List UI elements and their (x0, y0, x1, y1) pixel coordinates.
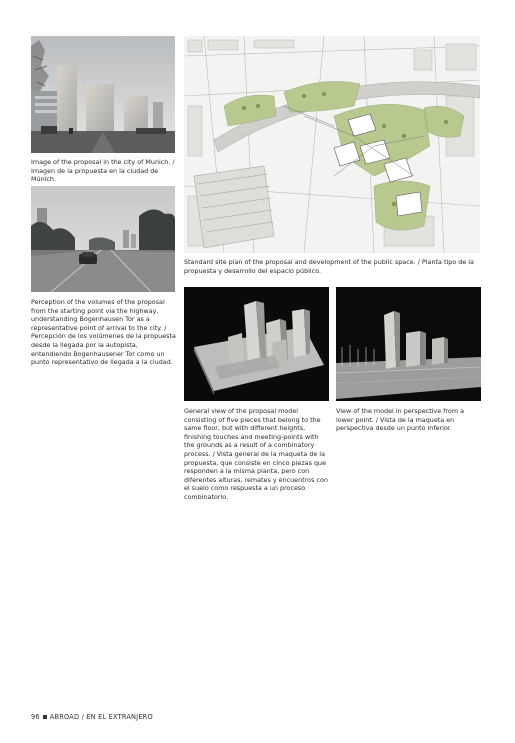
site-plan-image (184, 36, 480, 253)
page-number: 96 (31, 713, 40, 721)
highway-view-caption: Perception of the volumes of the proposal from the starting point via the highway, understanding Bogenhausen Tor as a representative point of arrival to the city. / Percepción de los volúmenes de la propuesta desde la llegada por la autopista, entendiendo Bogenhausener Tor como un punto representativo de llegada a la ciudad. (31, 298, 176, 367)
model-perspective-caption: View of the model in perspective from a lower point. / Vista de la maqueta en perspectiva desde un punto inferior. (336, 407, 464, 433)
site-plan-caption: Standard site plan of the proposal and development of the public space. / Planta tipo de la propuesta y desarrollo del espacio público. (184, 258, 474, 275)
page-footer (31, 713, 153, 721)
model-general-view-image (184, 287, 329, 401)
section-title: ABROAD / EN EL EXTRANJERO (49, 713, 153, 721)
highway-view-image (31, 186, 175, 292)
model-general-view-caption: General view of the proposal model consisting of five pieces that belong to the same floor, but with different heights, finishing touches and meeting-points with the grounds as a result of a combinatory process. / Vista general de la maqueta de la propuesta, que consiste en cinco piezas que responden a la misma planta, pero con diferentes alturas, remates y encuentros con el suelo como respuesta a un proceso combinatorio. (184, 407, 328, 501)
model-perspective-image (336, 287, 481, 401)
square-bullet-icon (43, 715, 47, 719)
munich-image-caption: Image of the proposal in the city of Munich. / Imagen de la propuesta en la ciudad de Múnich. (31, 158, 175, 184)
munich-render-image (31, 36, 175, 153)
